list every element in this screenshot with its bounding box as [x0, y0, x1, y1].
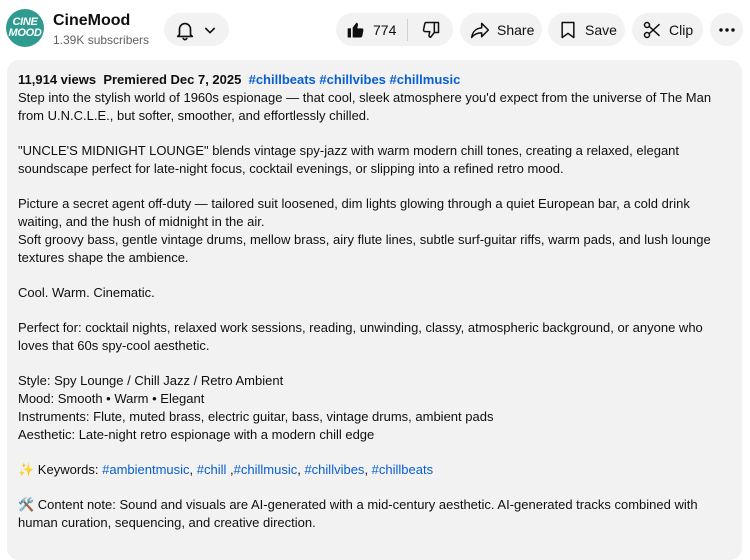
video-description[interactable]: [7, 60, 742, 560]
description-paragraph: Cool. Warm. Cinematic.: [18, 285, 155, 300]
save-label: Save: [585, 21, 617, 38]
keyword-link[interactable]: #chillmusic: [233, 462, 298, 477]
more-actions-button[interactable]: [710, 13, 743, 46]
like-dislike-group: [336, 13, 453, 46]
description-paragraph: Soft groovy bass, gentle vintage drums, mellow brass, airy flute lines, subtle surf-guitar riffs, warm pads, and lush lounge textures shape the ambience.: [18, 232, 711, 265]
dislike-button[interactable]: [408, 13, 453, 46]
chevron-down-icon: [202, 22, 218, 38]
keyword-link[interactable]: #chill: [196, 462, 227, 477]
view-count: 11,914 views: [18, 72, 97, 87]
description-paragraph: Step into the stylish world of 1960s espionage — that cool, sleek atmosphere you'd expect from the universe of The Man from U.N.C.L.E., but softer, smoother, and effortlessly chilled.: [18, 90, 712, 123]
save-icon: [558, 20, 578, 40]
keyword-separator: ,: [364, 462, 372, 477]
channel-name[interactable]: CineMood: [53, 12, 131, 29]
thumbs-up-icon: [346, 20, 366, 40]
instruments-line: Instruments: Flute, muted brass, electric guitar, bass, vintage drums, ambient pads: [18, 409, 494, 424]
hashtag-link[interactable]: #chillbeats: [248, 72, 316, 87]
keyword-link[interactable]: #ambientmusic: [102, 462, 190, 477]
avatar-text-line1: CINE: [12, 16, 38, 28]
mood-line: Mood: Smooth • Warm • Elegant: [18, 391, 205, 406]
keyword-separator: ,: [189, 462, 197, 477]
like-button[interactable]: [336, 13, 407, 46]
bell-icon: [174, 19, 196, 41]
hashtag-link[interactable]: #chillvibes: [319, 72, 386, 87]
clip-button[interactable]: [632, 13, 703, 46]
more-icon: [718, 21, 736, 39]
description-paragraph: Perfect for: cocktail nights, relaxed work sessions, reading, unwinding, classy, atmospheric background, or anyone who loves that 60s spy-cool aesthetic.: [18, 320, 703, 353]
avatar-text-line2: MOOD: [8, 27, 42, 39]
keyword-separator: ,: [297, 462, 305, 477]
share-icon: [470, 20, 490, 40]
aesthetic-line: Aesthetic: Late-night retro espionage with a modern chill edge: [18, 427, 375, 442]
description-paragraph: "UNCLE'S MIDNIGHT LOUNGE" blends vintage spy-jazz with warm modern chill tones, creating a relaxed, elegant soundscape perfect for late-night focus, cocktail evenings, or slipping into a refined retro mood.: [18, 143, 680, 176]
content-note: 🛠️ Content note: Sound and visuals are AI-generated with a mid-century aesthetic. AI-generated tracks combined with human curation, sequencing, and creative direction.: [18, 497, 698, 530]
scissors-icon: [642, 20, 662, 40]
keywords-line: [18, 461, 731, 479]
video-owner-bar: [0, 0, 750, 60]
share-button[interactable]: [460, 13, 542, 46]
notifications-button[interactable]: [164, 13, 229, 46]
keyword-separator: ,: [226, 462, 234, 477]
premiere-date: Premiered Dec 7, 2025: [103, 72, 242, 87]
description-paragraph: Picture a secret agent off-duty — tailored suit loosened, dim lights glowing through a quiet European bar, a cold drink waiting, and the hush of midnight in the air.: [18, 196, 690, 229]
keyword-link[interactable]: #chillvibes: [304, 462, 365, 477]
subscriber-count: 1.39K subscribers: [53, 33, 150, 47]
clip-label: Clip: [669, 21, 694, 38]
description-meta: [18, 71, 731, 89]
keyword-link[interactable]: #chillbeats: [371, 462, 434, 477]
save-button[interactable]: [548, 13, 625, 46]
thumbs-down-icon: [421, 20, 441, 40]
keywords-prefix: ✨ Keywords:: [18, 462, 103, 477]
like-count: 774: [373, 21, 397, 38]
hashtag-link[interactable]: #chillmusic: [389, 72, 461, 87]
style-line: Style: Spy Lounge / Chill Jazz / Retro Ambient: [18, 373, 284, 388]
share-label: Share: [497, 21, 535, 38]
channel-avatar[interactable]: [6, 9, 44, 47]
